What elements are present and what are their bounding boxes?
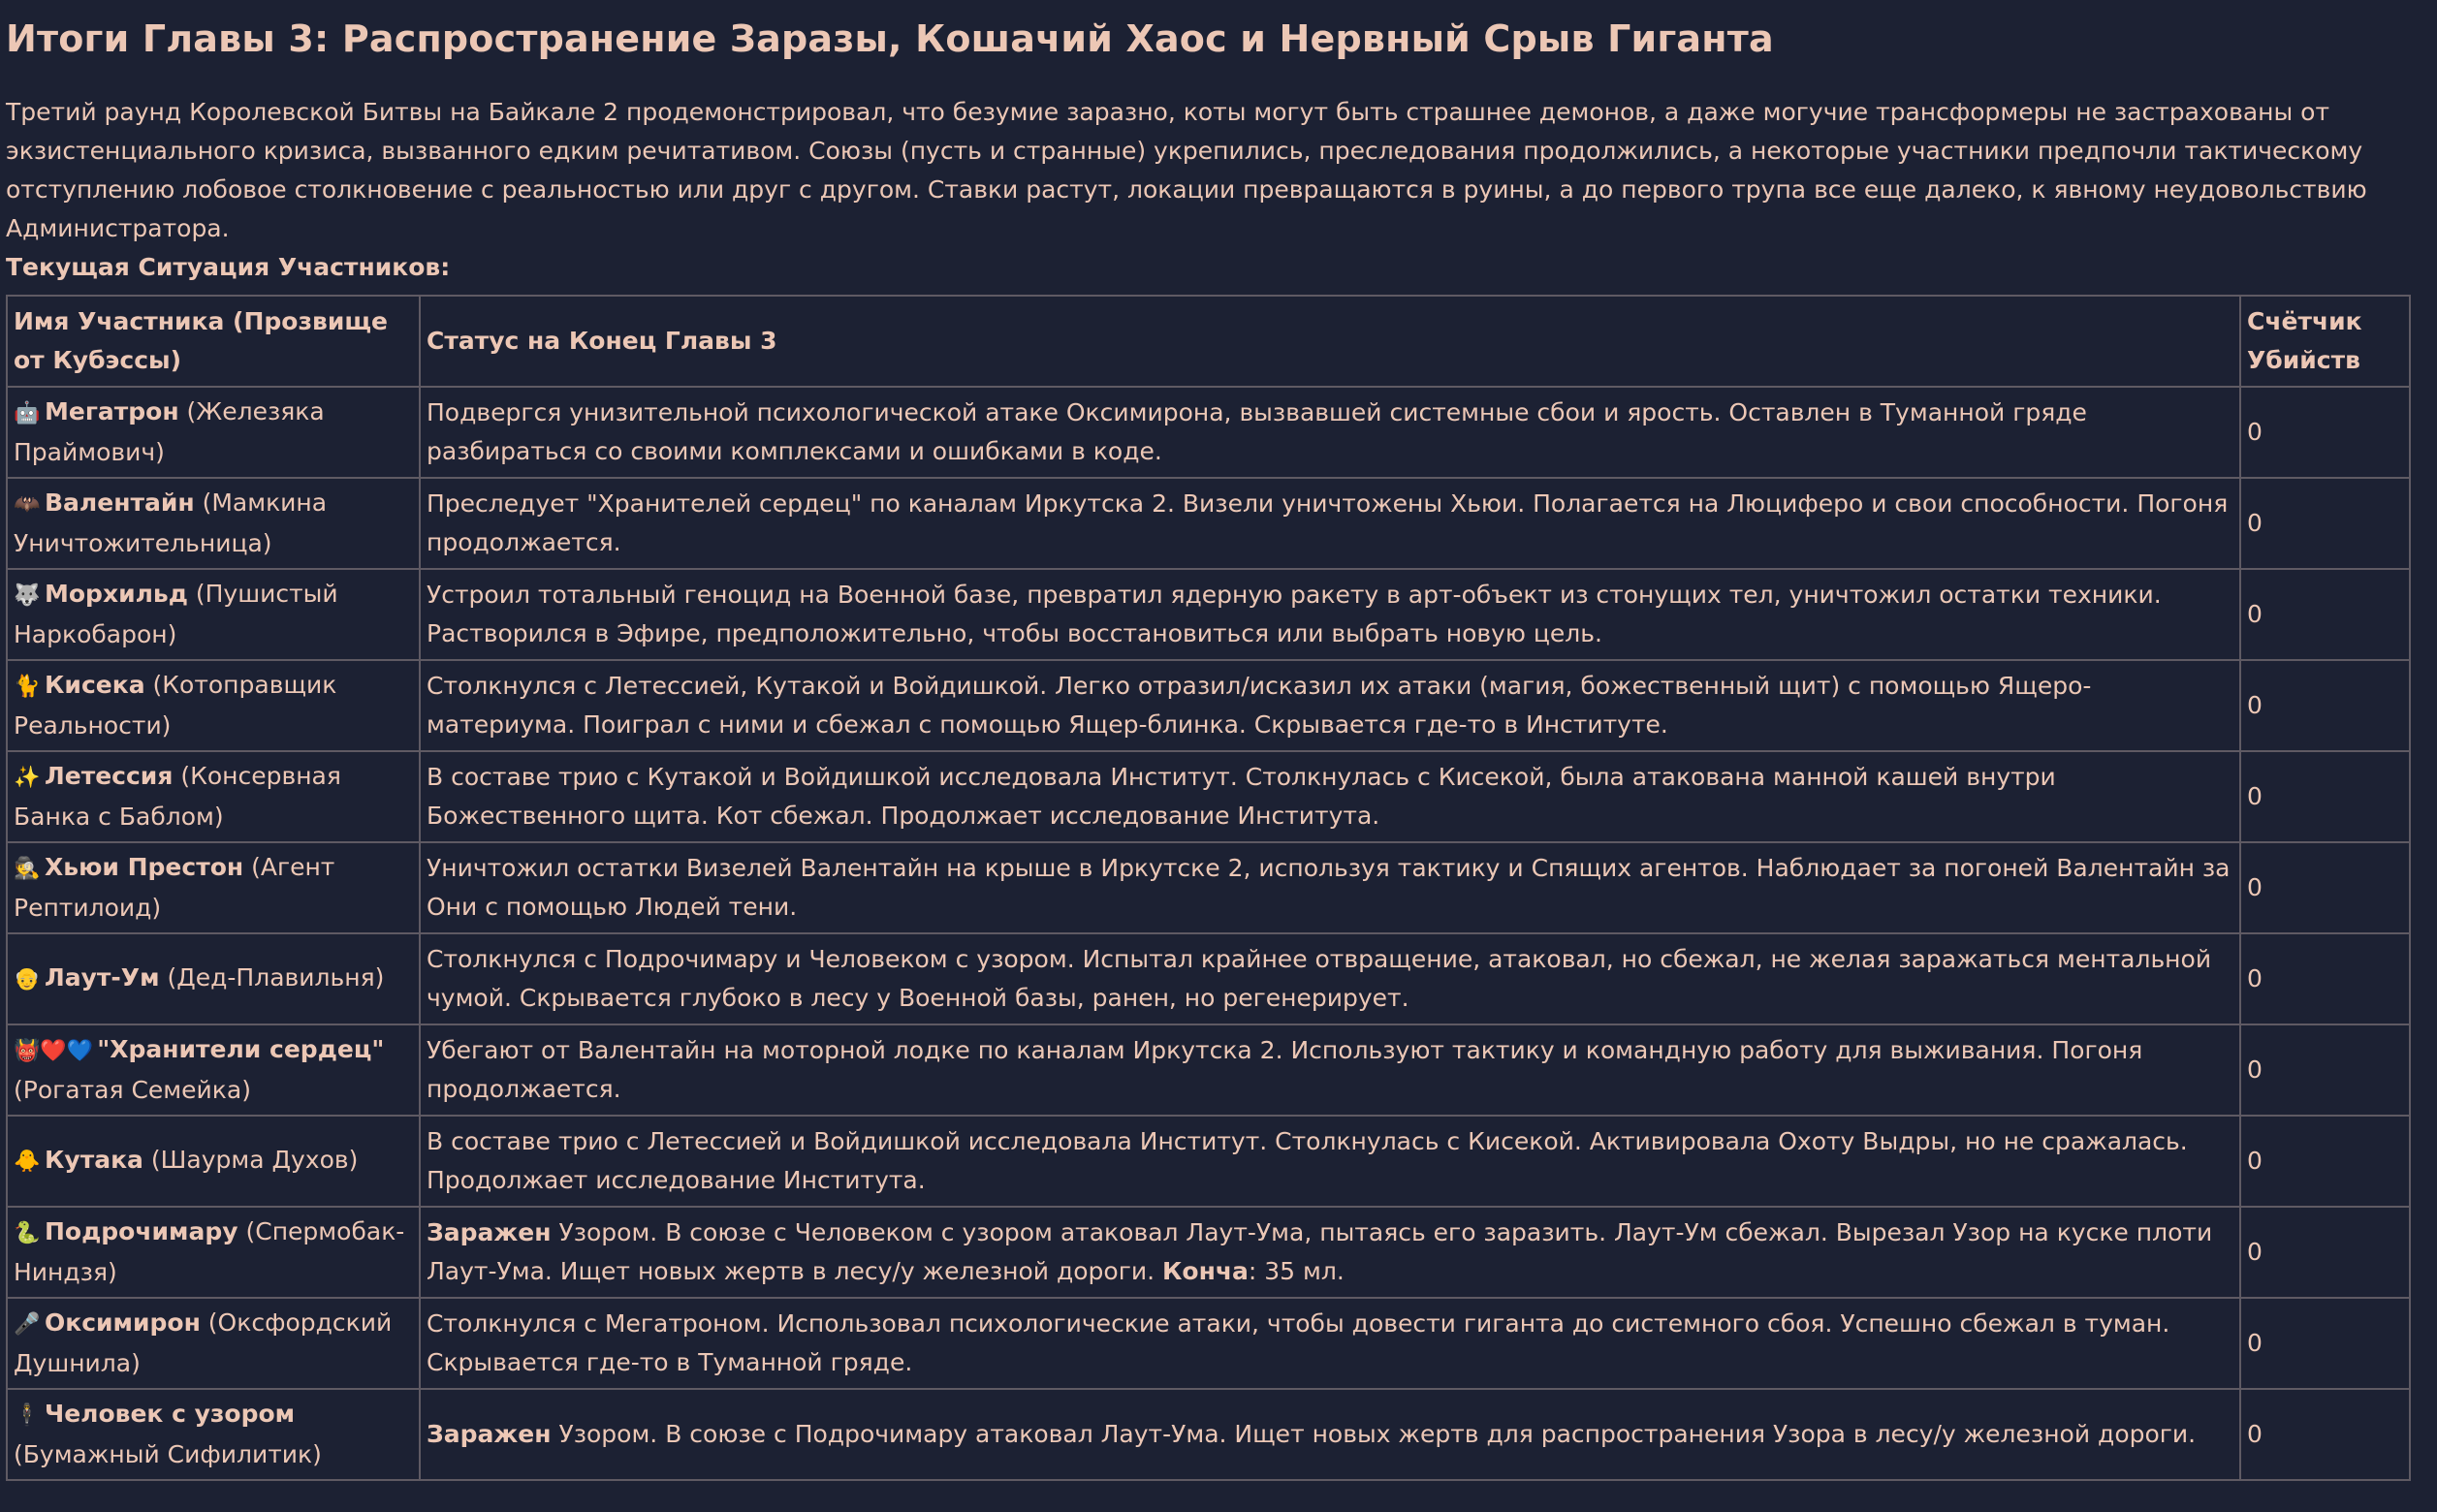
chick-icon: 🐥 [14, 1150, 41, 1174]
header-status: Статус на Конец Главы 3 [420, 296, 2240, 387]
participant-nickname: (Рогатая Семейка) [14, 1076, 251, 1104]
participant-cell [7, 569, 420, 660]
kill-count-cell: 0 [2240, 1298, 2410, 1389]
status-cell [420, 478, 2240, 569]
status-bold-label: Заражен [427, 1420, 552, 1448]
participant-cell [7, 660, 420, 751]
participant-name: Человек с узором [45, 1400, 296, 1428]
status-cell [420, 1024, 2240, 1116]
status-cell [420, 1389, 2240, 1480]
participant-cell [7, 1298, 420, 1389]
sparkles-icon: ✨ [14, 766, 41, 790]
kill-count-cell: 0 [2240, 387, 2410, 478]
person-icon: 🕴 [14, 1403, 41, 1428]
status-text: Столкнулся с Подрочимару и Человеком с узором. Испытал крайнее отвращение, атаковал, но сбежал, не желая заражаться ментальной чумой. Скрывается глубоко в лесу у Военной базы, ранен, но регенерирует. [427, 945, 2212, 1012]
status-cell [420, 933, 2240, 1024]
status-cell [420, 1298, 2240, 1389]
status-tail: : 35 мл. [1248, 1257, 1345, 1285]
participant-nickname: (Дед-Плавильня) [159, 963, 385, 992]
kill-count-cell: 0 [2240, 1389, 2410, 1480]
participant-nickname: (Агент Рептилоид) [14, 853, 335, 922]
status-text: Столкнулся с Мегатроном. Использовал психологические атаки, чтобы довести гиганта до системного сбоя. Успешно сбежал в туман. Скрывается где-то в Туманной гряде. [427, 1309, 2170, 1376]
participant-name: Подрочимару [45, 1217, 238, 1245]
cat-icon: 🐈 [14, 675, 41, 699]
demon-hearts-icon: 👹❤️💙 [14, 1039, 94, 1063]
kill-count-cell: 0 [2240, 1116, 2410, 1207]
status-cell [420, 1207, 2240, 1298]
status-text: В составе трио с Летессией и Войдишкой исследовала Институт. Столкнулась с Кисекой. Активировала Охоту Выдры, но не сражалась. Продолжает исследование Института. [427, 1127, 2188, 1194]
participant-cell [7, 1207, 420, 1298]
robot-icon: 🤖 [14, 401, 41, 425]
header-kill-count: Счётчик Убийств [2240, 296, 2410, 387]
table-row [7, 569, 2410, 660]
participant-cell [7, 1389, 420, 1480]
participant-name: Валентайн [45, 488, 195, 517]
header-participant-name: Имя Участника (Прозвище от Кубэссы) [7, 296, 420, 387]
participant-cell [7, 933, 420, 1024]
snake-icon: 🐍 [14, 1221, 41, 1245]
detective-icon: 🕵 [14, 857, 41, 881]
status-cell [420, 660, 2240, 751]
participant-cell [7, 387, 420, 478]
status-cell [420, 1116, 2240, 1207]
participant-cell [7, 478, 420, 569]
participant-nickname: (Оксфордский Душнила) [14, 1308, 393, 1377]
participant-nickname: (Пушистый Наркобарон) [14, 580, 338, 648]
bat-icon: 🦇 [14, 492, 41, 517]
participant-name: Кисека [45, 671, 145, 699]
participant-name: Кутака [45, 1146, 143, 1174]
participant-nickname: (Бумажный Сифилитик) [14, 1440, 322, 1468]
table-row [7, 842, 2410, 933]
table-row [7, 1024, 2410, 1116]
participants-table [6, 295, 2411, 1481]
status-text: Узором. В союзе с Подрочимару атаковал Лаут-Ума. Ищет новых жертв для распространения Узора в лесу/у железной дороги. [551, 1420, 2197, 1448]
kill-count-cell: 0 [2240, 1024, 2410, 1116]
participant-nickname: (Консервная Банка с Баблом) [14, 762, 341, 831]
kill-count-cell: 0 [2240, 660, 2410, 751]
old-man-icon: 👴 [14, 967, 41, 992]
status-text: Убегают от Валентайн на моторной лодке по каналам Иркутска 2. Используют тактику и командную работу для выживания. Погоня продолжается. [427, 1036, 2143, 1103]
participant-nickname: (Шаурма Духов) [142, 1146, 359, 1174]
kill-count-cell: 0 [2240, 569, 2410, 660]
table-row [7, 1298, 2410, 1389]
participant-name: Хьюи Престон [45, 853, 244, 881]
status-text: Подвергся унизительной психологической атаке Оксимирона, вызвавшей системные сбои и ярость. Оставлен в Туманной гряде разбираться со своими комплексами и ошибками в коде. [427, 398, 2087, 465]
participants-subheading: Текущая Ситуация Участников: [6, 253, 451, 281]
status-text: Уничтожил остатки Визелей Валентайн на крыше в Иркутске 2, используя тактику и Спящих агентов. Наблюдает за погоней Валентайн за Они с помощью Людей тени. [427, 854, 2231, 921]
status-cell [420, 387, 2240, 478]
participant-cell [7, 1116, 420, 1207]
participant-name: "Хранители сердец" [97, 1035, 385, 1063]
participant-cell [7, 751, 420, 842]
participant-name: Мегатрон [45, 397, 179, 425]
microphone-icon: 🎤 [14, 1312, 41, 1337]
status-cell [420, 569, 2240, 660]
participant-name: Оксимирон [45, 1308, 201, 1337]
status-text: В составе трио с Кутакой и Войдишкой исследовала Институт. Столкнулась с Кисекой, была атакована манной кашей внутри Божественного щита. Кот сбежал. Продолжает исследование Института. [427, 763, 2056, 830]
kill-count-cell: 0 [2240, 842, 2410, 933]
kill-count-cell: 0 [2240, 933, 2410, 1024]
table-header-row [7, 296, 2410, 387]
participant-nickname: (Мамкина Уничтожительница) [14, 488, 328, 557]
participant-name: Лаут-Ум [45, 963, 160, 992]
intro-paragraph: Третий раунд Королевской Битвы на Байкале 2 продемонстрировал, что безумие заразно, коты могут быть страшнее демонов, а даже могучие трансформеры не застрахованы от экзистенциального кризиса, вызванного едким речитативом. Союзы (пусть и странные) укрепились, преследования продолжились, а некоторые участники предпочли тактическому отступлению лобовое столкновение с реальностью или друг с другом. Ставки растут, локации превращаются в руины, а до первого трупа все еще далеко, к явному неудовольствию Администратора. [6, 98, 2367, 242]
participant-nickname: (Котоправщик Реальности) [14, 671, 337, 740]
status-text: Столкнулся с Летессией, Кутакой и Войдишкой. Легко отразил/исказил их атаки (магия, божественный щит) с помощью Ящеро-материума. Поиграл с ними и сбежал с помощью Ящер-блинка. Скрывается где-то в Институте. [427, 672, 2092, 739]
participant-nickname: (Спермобак-Ниндзя) [14, 1217, 405, 1286]
status-bold-label: Заражен [427, 1218, 552, 1246]
table-row [7, 751, 2410, 842]
status-cell [420, 842, 2240, 933]
status-text: Узором. В союзе с Человеком с узором атаковал Лаут-Ума, пытаясь его заразить. Лаут-Ум сбежал. Вырезал Узор на куске плоти Лаут-Ума. Ищет новых жертв в лесу/у железной дороги. [427, 1218, 2213, 1285]
table-row [7, 660, 2410, 751]
kill-count-cell: 0 [2240, 1207, 2410, 1298]
kill-count-cell: 0 [2240, 478, 2410, 569]
participant-cell [7, 842, 420, 933]
kill-count-cell: 0 [2240, 751, 2410, 842]
table-row [7, 1389, 2410, 1480]
table-row [7, 1116, 2410, 1207]
participant-name: Летессия [45, 762, 174, 790]
participant-cell [7, 1024, 420, 1116]
status-cell [420, 751, 2240, 842]
wolf-icon: 🐺 [14, 583, 41, 608]
table-row [7, 478, 2410, 569]
status-text: Устроил тотальный геноцид на Военной базе, превратил ядерную ракету в арт-объект из стонущих тел, уничтожил остатки техники. Растворился в Эфире, предположительно, чтобы восстановиться или выбрать новую цель. [427, 581, 2162, 647]
status-bold-label-2: Конча [1161, 1257, 1249, 1285]
status-text: Преследует "Хранителей сердец" по каналам Иркутска 2. Визели уничтожены Хьюи. Полагается на Люциферо и свои способности. Погоня продолжается. [427, 489, 2229, 556]
table-row [7, 933, 2410, 1024]
participant-nickname: (Железяка Праймович) [14, 397, 325, 466]
participant-name: Морхильд [45, 580, 188, 608]
page-title: Итоги Главы 3: Распространение Заразы, Кошачий Хаос и Нервный Срыв Гиганта [6, 17, 1774, 60]
table-row [7, 1207, 2410, 1298]
table-row [7, 387, 2410, 478]
